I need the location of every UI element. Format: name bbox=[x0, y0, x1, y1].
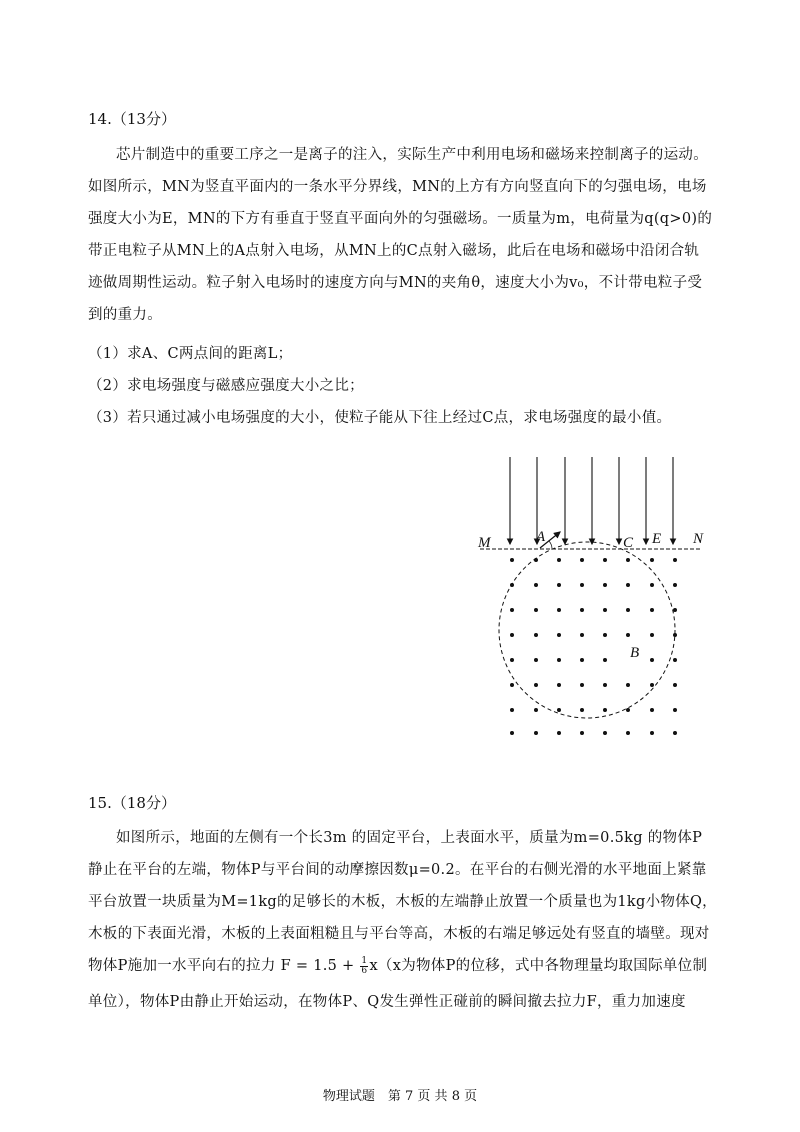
frac-den: 6 bbox=[361, 965, 368, 976]
q15-line-2: 静止在平台的左端，物体P与平台间的动摩擦因数μ=0.2。在平台的右侧光滑的水平地面上紧靠 bbox=[88, 862, 707, 878]
page-footer: 物理试题 第 7 页 共 8 页 bbox=[322, 1089, 478, 1104]
frac-num: 1 bbox=[361, 955, 368, 966]
q14-sub2: （2）求电场强度与磁感应强度大小之比； bbox=[88, 378, 364, 394]
force-text-post: x（x为物体P的位移，式中各物理量均取国际单位制 bbox=[369, 958, 708, 974]
q15-line-1: 如图所示，地面的左侧有一个长3m 的固定平台，上表面水平，质量为m=0.5kg 的物体P bbox=[116, 830, 703, 846]
q15-line-6: 单位），物体P由静止开始运动，在物体P、Q发生弹性正碰前的瞬间撤去拉力F，重力加速度 bbox=[88, 994, 686, 1010]
q14-line-4: 带正电粒子从MN上的A点射入电场，从MN上的C点射入磁场，此后在电场和磁场中沿闭合轨 bbox=[88, 243, 700, 259]
electric-field-lines bbox=[510, 457, 673, 544]
label-e: E bbox=[652, 531, 662, 547]
q14-header: 14.（13分） bbox=[88, 110, 176, 128]
trajectory-circle bbox=[499, 542, 675, 718]
q15-line-4: 木板的下表面光滑，木板的上表面粗糙且与平台等高，木板的右端足够远处有竖直的墙壁。现对 bbox=[88, 926, 710, 942]
q15-header: 15.（18分） bbox=[88, 794, 176, 812]
one-sixth-fraction bbox=[360, 957, 368, 976]
label-m: M bbox=[478, 535, 491, 551]
q14-line-3: 强度大小为E，MN的下方有垂直于竖直平面向外的匀强磁场。一质量为m，电荷量为q(q>0)的 bbox=[88, 211, 713, 227]
q14-line-6: 到的重力。 bbox=[88, 307, 162, 323]
label-a: A bbox=[536, 529, 546, 545]
q14-sub1: （1）求A、C两点间的距离L； bbox=[88, 346, 293, 362]
field-diagram bbox=[470, 452, 730, 752]
q15-line-3: 平台放置一块质量为M=1kg的足够长的木板，木板的左端静止放置一个质量也为1kg小物体Q， bbox=[88, 894, 717, 910]
label-c: C bbox=[623, 535, 634, 551]
label-b: B bbox=[630, 645, 640, 661]
q14-line-5: 迹做周期性运动。粒子射入电场时的速度方向与MN的夹角θ，速度大小为v₀，不计带电粒子受 bbox=[88, 275, 703, 291]
magnetic-field-dots bbox=[510, 558, 677, 735]
q14-sub3: （3）若只通过减小电场强度的大小，使粒子能从下往上经过C点，求电场强度的最小值。 bbox=[88, 410, 672, 426]
q14-line-1: 芯片制造中的重要工序之一是离子的注入，实际生产中利用电场和磁场来控制离子的运动。 bbox=[116, 147, 708, 163]
force-text-pre: 物体P施加一水平向右的拉力 F = 1.5 + bbox=[88, 958, 360, 974]
q14-line-2: 如图所示，MN为竖直平面内的一条水平分界线，MN的上方有方向竖直向下的匀强电场，电场 bbox=[88, 179, 707, 195]
q15-force-line bbox=[88, 954, 707, 976]
label-n: N bbox=[693, 531, 704, 547]
angle-theta-arc bbox=[549, 541, 552, 549]
